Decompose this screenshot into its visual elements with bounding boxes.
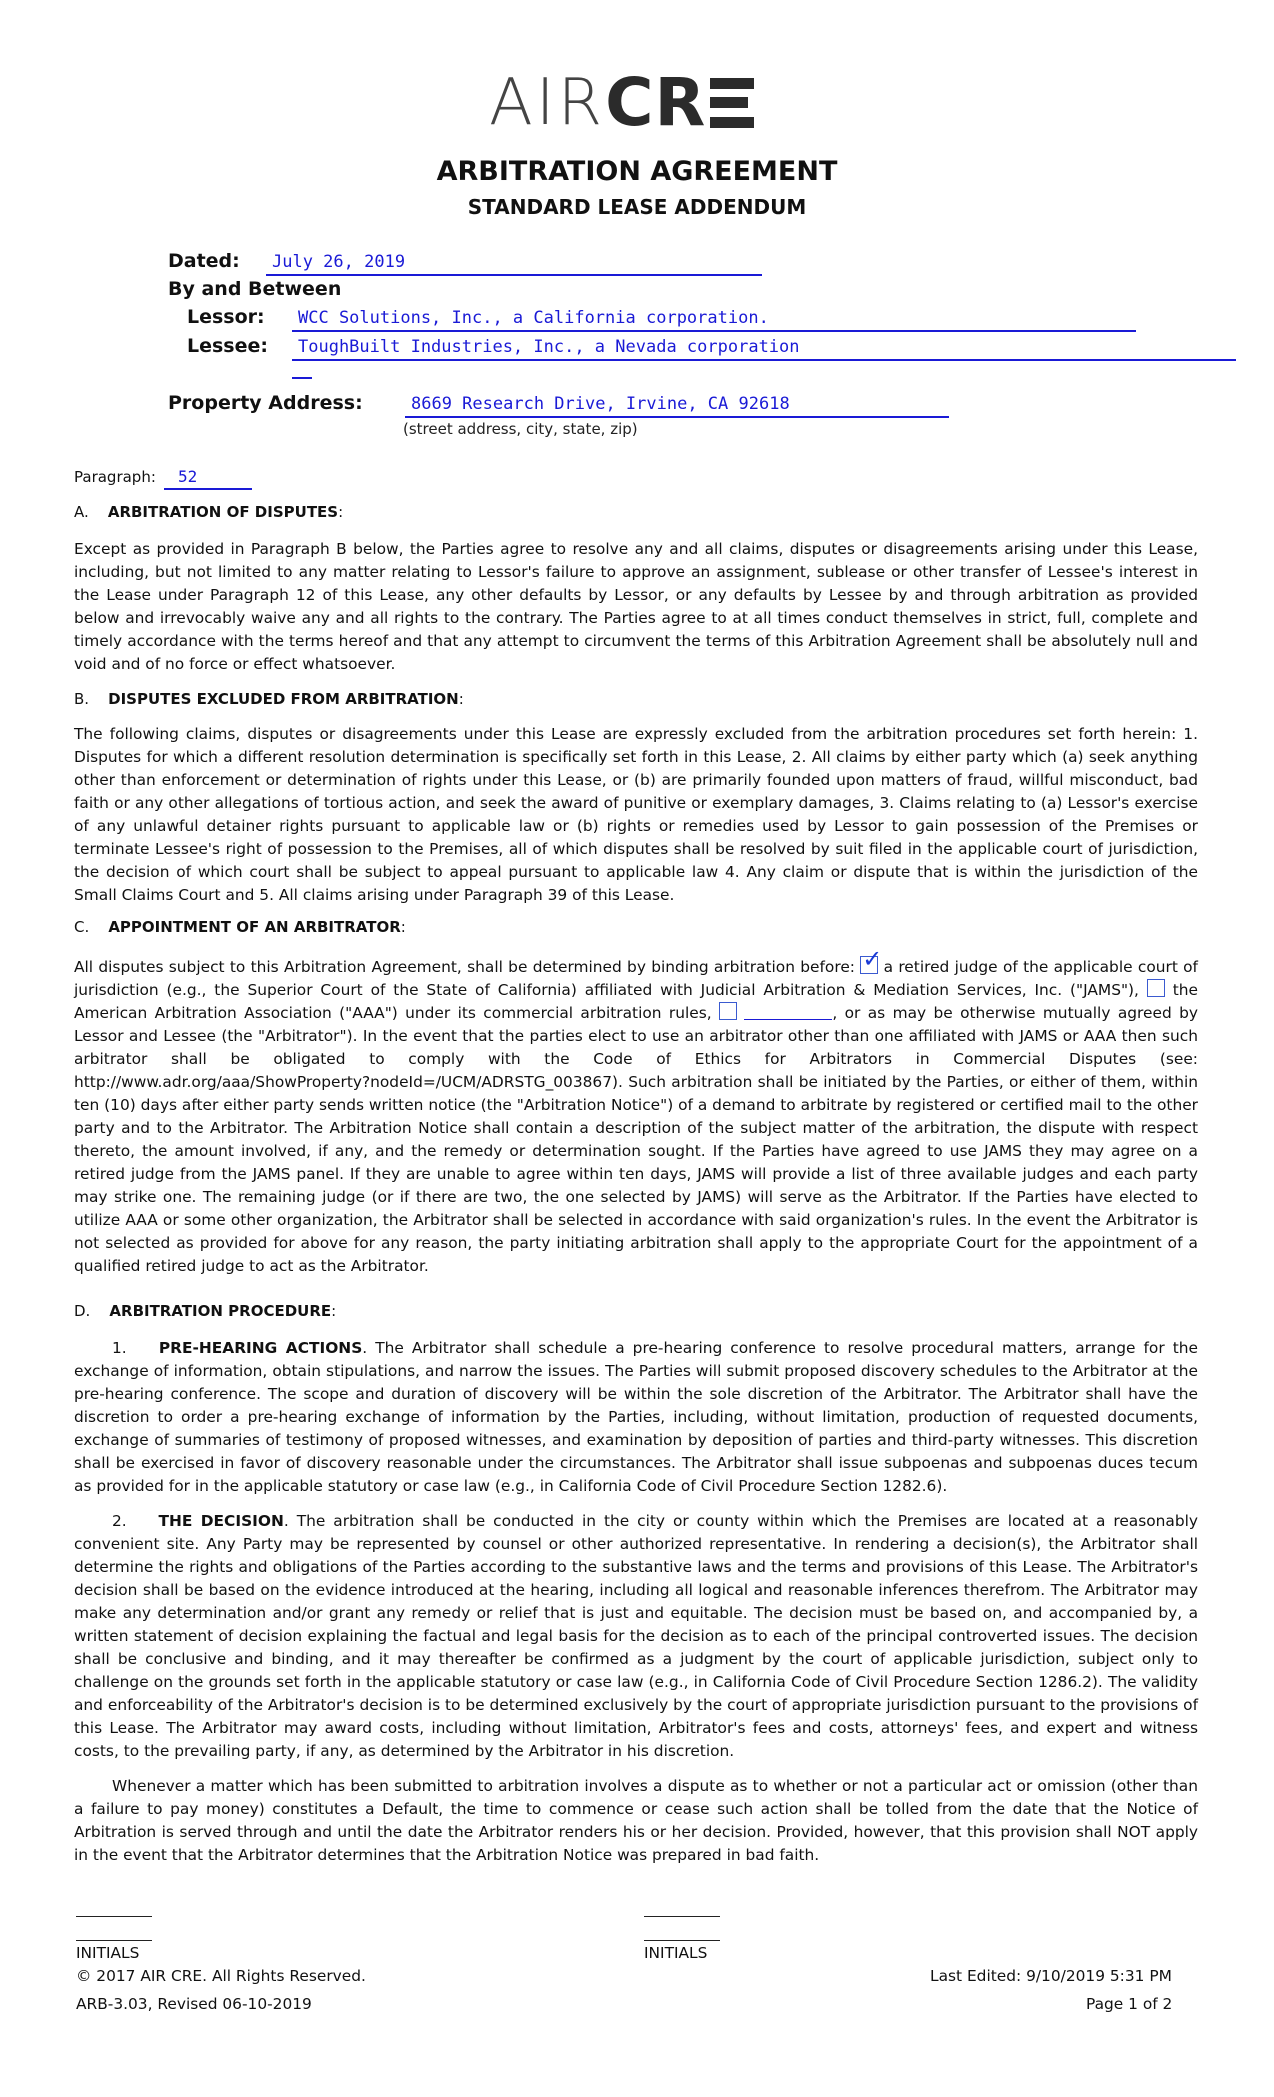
section-d-letter: D. <box>74 1302 91 1320</box>
section-d2-body: . The arbitration shall be conducted in the city or county within which the Premises are located at a reasonably convenient site. Any Party may be represented by counsel or other authorized representative. In rendering a decision(s), the Arbitrator shall determine the rights and obligations of the Parties according to the substantive laws and the terms and provisions of this Lease. The Arbitrator's decision shall be based on the evidence introduced at the hearing, including all logical and reasonable inferences therefrom. The Arbitrator may make any determination and/or grant any remedy or relief that is just and equitable. The decision must be based on, and accompanied by, a written statement of decision explaining the factual and legal basis for the decision as to each of the principal controverted issues. The decision shall be conclusive and binding, and it may thereafter be confirmed as a judgment by the court of applicable jurisdiction, subject only to challenge on the grounds set forth in the applicable statutory or case law (e.g., in California Code of Civil Procedure Section 1286.2). The validity and enforceability of the Arbitrator's decision is to be determined exclusively by the court of appropriate jurisdiction pursuant to the provisions of this Lease. The Arbitrator may award costs, including without limitation, Arbitrator's fees and costs, attorneys' fees, and expert and witness costs, to the prevailing party, if any, as determined by the Arbitrator in his discretion. <box>74 1512 1199 1760</box>
lessor-label: Lessor: <box>187 306 265 328</box>
section-d2-title: THE DECISION <box>158 1512 284 1530</box>
by-between-label: By and Between <box>168 278 342 300</box>
jams-checkbox[interactable] <box>860 956 878 974</box>
section-c-aaa-option: the American Arbitration Association ("AAA") under its commercial arbitration rules, <box>74 981 1198 1022</box>
section-b-text: The following claims, disputes or disagreements under this Lease are expressly excluded from the arbitration procedures set forth herein: 1. Disputes for which a different resolution determination is specifically set forth in this Lease, 2. All claims by either party which (a) seek anything other than enforcement or determination of rights under this Lease, or (b) are primarily founded upon matters of fraud, willful misconduct, bad faith or any other allegations of tortious action, and seek the award of punitive or exemplary damages, 3. Claims relating to (a) Lessor's exercise of any unlawful detainer rights pursuant to applicable law or (b) rights or remedies used by Lessor to gain possession of the Premises or terminate Lessee's right of possession to the Premises, all of which disputes shall be resolved by suit filed in the applicable court of jurisdiction, the decision of which court shall be subject to appeal pursuant to applicable law 4. Any claim or dispute that is within the jurisdiction of the Small Claims Court and 5. All claims arising under Paragraph 39 of this Lease. <box>74 725 1198 904</box>
section-a-text: Except as provided in Paragraph B below, the Parties agree to resolve any and all claims, disputes or disagreements arising under this Lease, including, but not limited to any matter relating to Lessor's failure to approve an assignment, sublease or other transfer of Lessee's interest in the Lease under Paragraph 12 of this Lease, any other defaults by Lessor, or any defaults by Lessee by and through arbitration as provided below and irrevocably waive any and all rights to the contrary. The Parties agree to at all times conduct themselves in strict, full, complete and timely accordance with the terms hereof and that any attempt to circumvent the terms of this Arbitration Agreement shall be absolutely null and void and of no force or effect whatsoever. <box>74 540 1198 673</box>
initials-right-label: INITIALS <box>644 1944 708 1962</box>
initials-left-line-1 <box>76 1916 152 1917</box>
other-arbitrator-field[interactable] <box>744 1019 832 1020</box>
property-address-hint: (street address, city, state, zip) <box>403 420 638 438</box>
logo-e-stripes-icon <box>710 78 754 128</box>
dated-label: Dated: <box>168 250 240 272</box>
copyright: © 2017 AIR CRE. All Rights Reserved. <box>76 1967 366 1985</box>
section-d2-text <box>74 1510 1198 1763</box>
section-d-heading <box>74 1302 336 1320</box>
section-c-remainder: , or as may be otherwise mutually agreed by Lessor and Lessee (the "Arbitrator"). In the event that the parties elect to use an arbitrator other than one affiliated with JAMS or AAA then such arbitrator shall be obligated to comply with the Code of Ethics for Arbitrators in Commercial Disputes (see: http://www.adr.org/aaa/ShowProperty?nodeId=/UCM/ADRSTG_003867). Such arbitration shall be initiated by the Parties, or either of them, within ten (10) days after either party sends written notice (the "Arbitration Notice") of a demand to arbitrate by registered or certified mail to the other party and to the Arbitrator. The Arbitration Notice shall contain a description of the subject matter of the arbitration, the dispute with respect thereto, the amount involved, if any, and the remedy or determination sought. If the Parties have agreed to use JAMS they may agree on a retired judge from the JAMS panel. If they are unable to agree within ten days, JAMS will provide a list of three available judges and each party may strike one. The remaining judge (or if there are two, the one selected by JAMS) will serve as the Arbitrator. If the Parties have elected to utilize AAA or some other organization, the Arbitrator shall be selected in accordance with said organization's rules. In the event the Arbitrator is not selected as provided for above for any reason, the party initiating arbitration shall apply to the appropriate Court for the appointment of a qualified retired judge to act as the Arbitrator. <box>74 1004 1198 1275</box>
initials-right-line-2[interactable] <box>644 1940 720 1941</box>
section-c-intro: All disputes subject to this Arbitration Agreement, shall be determined by binding arbitration before: <box>74 958 855 976</box>
section-b-letter: B. <box>74 690 90 708</box>
section-b-title: DISPUTES EXCLUDED FROM ARBITRATION <box>108 690 459 708</box>
dated-field[interactable]: July 26, 2019 <box>266 250 762 276</box>
aircre-logo <box>489 64 754 141</box>
section-d1-title: PRE-HEARING ACTIONS <box>158 1339 363 1357</box>
section-d-colon: : <box>331 1302 337 1320</box>
section-a-heading <box>74 503 343 521</box>
section-d1-text <box>74 1337 1198 1498</box>
revision-info: ARB-3.03, Revised 06-10-2019 <box>76 1995 312 2013</box>
section-d-title: ARBITRATION PROCEDURE <box>109 1302 332 1320</box>
section-d2-number: 2. <box>112 1512 127 1530</box>
section-c-jams-option: a retired judge of the applicable court of jurisdiction (e.g., the Superior Court of the State of California) affiliated with Judicial Arbitration & Mediation Services, Inc. ("JAMS"), <box>74 958 1198 999</box>
aaa-checkbox[interactable] <box>1147 979 1165 997</box>
section-b-heading <box>74 690 464 708</box>
section-b-colon: : <box>458 690 464 708</box>
section-d3-text: Whenever a matter which has been submitted to arbitration involves a dispute as to whether or not a particular act or omission (other than a failure to pay money) constitutes a Default, the time to commence or cease such action shall be tolled from the date that the Notice of Arbitration is served through and until the date the Arbitrator renders his or her decision. Provided, however, that this provision shall NOT apply in the event that the Arbitrator determines that the Arbitration Notice was prepared in bad faith. <box>74 1777 1198 1864</box>
property-address-label: Property Address: <box>168 392 363 414</box>
section-a-letter: A. <box>74 503 89 521</box>
paragraph-field[interactable]: 52 <box>164 466 252 490</box>
section-c-text <box>74 956 1198 1278</box>
document-title: ARBITRATION AGREEMENT <box>436 156 838 187</box>
page-number: Page 1 of 2 <box>1086 1995 1173 2013</box>
section-c-colon: : <box>400 918 406 936</box>
section-c-title: APPOINTMENT OF AN ARBITRATOR <box>108 918 401 936</box>
initials-left-line-2[interactable] <box>76 1940 152 1941</box>
property-address-field[interactable]: 8669 Research Drive, Irvine, CA 92618 <box>405 392 949 418</box>
logo-light-text: AIR <box>489 66 606 140</box>
initials-left-label: INITIALS <box>76 1944 140 1962</box>
last-edited: Last Edited: 9/10/2019 5:31 PM <box>930 1967 1172 1985</box>
section-d1-body: . The Arbitrator shall schedule a pre-hearing conference to resolve procedural matters, arrange for the exchange of information, obtain stipulations, and narrow the issues. The Parties will submit proposed discovery schedules to the Arbitrator at the pre-hearing conference. The scope and duration of discovery will be within the sole discretion of the Arbitrator. The Arbitrator shall have the discretion to order a pre-hearing exchange of information by the Parties, including, without limitation, production of requested documents, exchange of summaries of testimony of proposed witnesses, and examination by deposition of parties and third-party witnesses. This discretion shall be exercised in favor of discovery reasonable under the circumstances. The Arbitrator shall issue subpoenas and subpoenas duces tecum as provided for in the applicable statutory or case law (e.g., in California Code of Civil Procedure Section 1282.6). <box>74 1339 1198 1495</box>
section-d1-number: 1. <box>112 1339 127 1357</box>
initials-right-line-1 <box>644 1916 720 1917</box>
section-c-heading <box>74 918 406 936</box>
lessor-field[interactable]: WCC Solutions, Inc., a California corporation. <box>292 306 1136 332</box>
other-checkbox[interactable] <box>719 1002 737 1020</box>
section-c-letter: C. <box>74 918 90 936</box>
section-a-title: ARBITRATION OF DISPUTES <box>107 503 339 521</box>
paragraph-label: Paragraph: <box>74 468 156 486</box>
lessee-label: Lessee: <box>187 335 268 357</box>
document-subtitle: STANDARD LEASE ADDENDUM <box>467 195 807 219</box>
lessee-continuation-line <box>292 377 312 379</box>
section-a-colon: : <box>338 503 344 521</box>
lessee-field[interactable]: ToughBuilt Industries, Inc., a Nevada corporation <box>292 335 1236 361</box>
logo-bold-text: CR <box>605 64 707 141</box>
